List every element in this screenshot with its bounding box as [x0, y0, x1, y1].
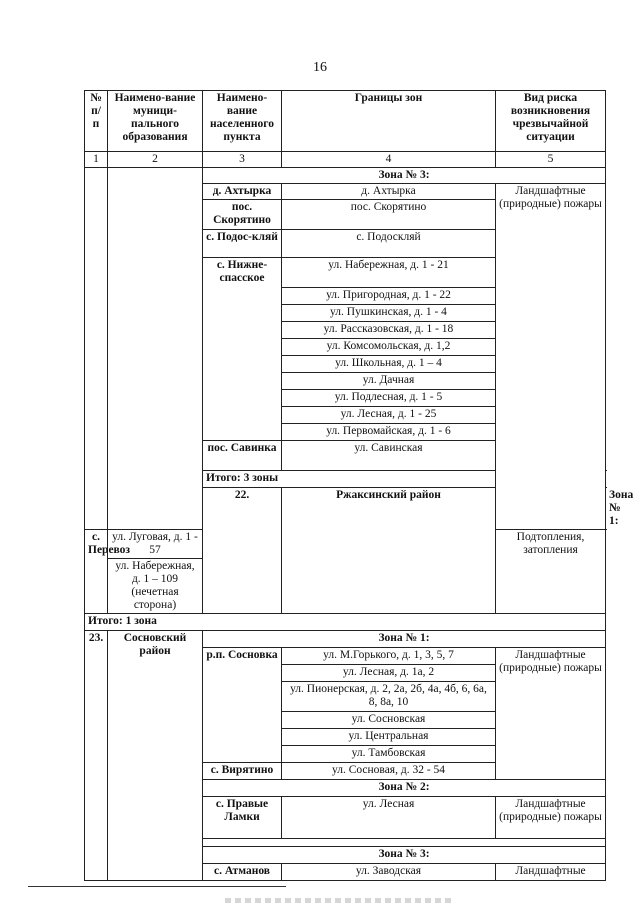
- zone-boundary: ул. Савинская: [282, 441, 496, 471]
- street-entry: ул. Пригородная, д. 1 - 22: [282, 288, 496, 305]
- street-entry: ул. М.Горького, д. 1, 3, 5, 7: [282, 648, 496, 665]
- settlement-name: с. Атманов: [203, 864, 282, 881]
- zone-boundary: ул. Сосновая, д. 32 - 54: [282, 763, 496, 780]
- zone-boundary: ул. Луговая, д. 1 - 57: [108, 530, 203, 559]
- settlement-name: с. Вирятино: [203, 763, 282, 780]
- zone-heading: Зона № 3:: [203, 168, 606, 184]
- total-row: Итого: 3 зоны: [203, 471, 606, 488]
- risk-type: Подтопления, затопления: [496, 530, 606, 614]
- street-entry: ул. Подлесная, д. 1 - 5: [282, 390, 496, 407]
- street-entry: ул. Лесная, д. 1 - 25: [282, 407, 496, 424]
- street-entry: ул. Тамбовская: [282, 746, 496, 763]
- zone-heading: Зона № 1:: [203, 631, 606, 648]
- zone-boundary: д. Ахтырка: [282, 184, 496, 200]
- street-entry: ул. Центральная: [282, 729, 496, 746]
- empty-cell: [85, 168, 108, 530]
- header-settlement: Наимено-вание населенного пункта: [203, 91, 282, 152]
- street-entry: ул. Пушкинская, д. 1 - 4: [282, 305, 496, 322]
- street-entry: ул. Школьная, д. 1 – 4: [282, 356, 496, 373]
- column-number: 1: [85, 152, 108, 168]
- settlement-name: с. Нижне-спасское: [203, 258, 282, 441]
- page-number: 16: [313, 60, 327, 75]
- risk-type: Ландшафтные (природные) пожары: [496, 184, 606, 530]
- header-municipality: Наимено-вание муници-пального образования: [108, 91, 203, 152]
- header-risk-type: Вид риска возникновения чрезвычайной ситуации: [496, 91, 606, 152]
- zone-boundary: пос. Скорятино: [282, 200, 496, 230]
- zone-boundary: ул. Лесная: [282, 797, 496, 839]
- settlement-name: с. Подос-кляй: [203, 230, 282, 258]
- row-number: 23.: [85, 631, 108, 881]
- zone-heading: Зона № 3:: [203, 847, 606, 864]
- municipality-name: Ржаксинский район: [282, 488, 496, 614]
- settlement-name: с. Перевоз: [85, 530, 108, 614]
- street-entry: ул. Сосновская: [282, 712, 496, 729]
- municipality-name: Сосновский район: [108, 631, 203, 881]
- column-number: 3: [203, 152, 282, 168]
- total-row: Итого: 1 зона: [85, 614, 606, 631]
- zones-table: № п/п Наимено-вание муници-пального образования Наимено-вание населенного пункта Границы зон Вид риска возникновения чрезвычайной ситуации 1 2 3 4 5 Зона № 3: д. Ахтырка д. Ахтырка Ландшафтные (природные) пожары пос. Скорятино пос. Скорятино с. Подос-кляй с. Подоскляй с. Нижне-спасское ул. Набережная, д. 1 - 21 ул. Пригородная, д. 1 - 22 ул. Пушкинская, д. 1 - 4 ул. Рассказовская, д. 1 - 18 ул. Комсомольская, д. 1,2 ул. Школьная, д. 1 – 4 ул. Дачная ул. Подлесная, д. 1 - 5 ул. Лесная, д. 1 - 25 ул. Первомайская, д. 1 - 6 пос. Савинка ул. Савинская Итого: 3 зоны 22. Ржаксинский район Зона № 1: с. Перевоз ул. Луговая, д. 1 - 57 Подтопления, затопления ул. Набережная, д. 1 – 109 (нечетная сторона) Итого: 1 зона 23. Сосновский район Зона № 1: р.п. Сосновка ул. М.Горького, д. 1, 3, 5, 7 Ландшафтные (природные) пожары ул. Лесная, д. 1а, 2 ул. Пионерская, д. 2, 2а, 2б, 4а, 4б, 6, 6а, 8, 8а, 10 ул. Сосновская ул. Центральная ул. Тамбовская с. Вирятино ул. Сосновая, д. 32 - 54 Зона № 2: с. Правые Ламки ул. Лесная Ландшафтные (природные) пожары Зона № 3: с. Атманов ул. Заводская Ландшафтные: [84, 90, 606, 881]
- risk-type: Ландшафтные (природные) пожары: [496, 797, 606, 839]
- zone-boundary: с. Подоскляй: [282, 230, 496, 258]
- risk-type: Ландшафтные: [496, 864, 606, 881]
- settlement-name: р.п. Сосновка: [203, 648, 282, 763]
- street-entry: ул. Лесная, д. 1а, 2: [282, 665, 496, 682]
- blank-row: [203, 839, 606, 847]
- risk-type: Ландшафтные (природные) пожары: [496, 648, 606, 780]
- settlement-name: с. Правые Ламки: [203, 797, 282, 839]
- row-number: 22.: [203, 488, 282, 614]
- settlement-name: д. Ахтырка: [203, 184, 282, 200]
- footer-rule: [28, 886, 286, 887]
- column-number: 4: [282, 152, 496, 168]
- zone-boundary: ул. Заводская: [282, 864, 496, 881]
- street-entry: ул. Пионерская, д. 2, 2а, 2б, 4а, 4б, 6, 6а, 8, 8а, 10: [282, 682, 496, 712]
- zone-heading: Зона № 2:: [203, 780, 606, 797]
- header-number: № п/п: [85, 91, 108, 152]
- header-zone-boundaries: Границы зон: [282, 91, 496, 152]
- street-entry: ул. Первомайская, д. 1 - 6: [282, 424, 496, 441]
- street-entry: ул. Комсомольская, д. 1,2: [282, 339, 496, 356]
- empty-cell: [108, 168, 203, 530]
- column-number: 2: [108, 152, 203, 168]
- street-entry: ул. Набережная, д. 1 - 21: [282, 258, 496, 288]
- settlement-name: пос. Савинка: [203, 441, 282, 471]
- street-entry: ул. Дачная: [282, 373, 496, 390]
- zone-boundary: ул. Набережная, д. 1 – 109 (нечетная сторона): [108, 559, 203, 614]
- settlement-name: пос. Скорятино: [203, 200, 282, 230]
- footer-bleed-through: [225, 898, 455, 903]
- column-number: 5: [496, 152, 606, 168]
- street-entry: ул. Рассказовская, д. 1 - 18: [282, 322, 496, 339]
